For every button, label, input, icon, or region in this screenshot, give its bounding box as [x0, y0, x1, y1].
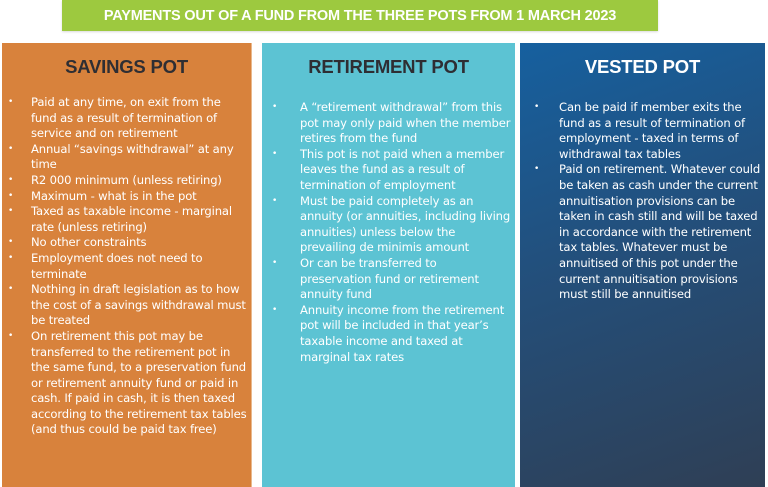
bullet-icon: •: [8, 190, 14, 201]
list-item: • On retirement this pot may be transferred to the retirement pot in the same fund, to a preservation fund or retirement annuity fund or paid in cash. If paid in cash, it is then taxed according to the retirement tax tables (and thus could be paid tax free): [8, 328, 247, 437]
savings-pot-panel: [2, 43, 252, 487]
list-item: • A “retirement withdrawal” from this pot may only paid when the member retires from the fund: [272, 100, 511, 146]
list-item: • Maximum - what is in the pot: [8, 188, 197, 203]
list-item: • Taxed as taxable income - marginal rate (unless retiring): [8, 204, 232, 234]
bullet-icon: •: [272, 102, 278, 112]
list-item: • Employment does not need to terminate: [8, 250, 203, 281]
bullet-icon: •: [8, 143, 14, 154]
bullet-icon: •: [272, 148, 278, 159]
vested-pot-panel: [520, 43, 765, 487]
list-item: • Can be paid if member exits the fund as a result of termination of employment - taxed in terms of withdrawal tax tables: [534, 100, 745, 161]
list-item: • Or can be transferred to preservation fund or retirement annuity fund: [272, 255, 479, 302]
bullet-icon: •: [8, 206, 14, 217]
vested-pot-list: [520, 100, 765, 303]
bullet-icon: •: [534, 164, 540, 175]
savings-pot-list: [2, 95, 251, 438]
bullet-icon: •: [8, 97, 14, 107]
bullet-icon: •: [534, 102, 540, 112]
list-item: • R2 000 minimum (unless retiring): [8, 172, 222, 187]
page-title-banner: [62, 0, 658, 31]
list-item: • Annuity income from the retirement pot will be included in that year’s taxable income and taxed at marginal tax rates: [272, 302, 505, 364]
bullet-icon: •: [8, 284, 14, 295]
bullet-icon: •: [8, 330, 14, 341]
bullet-icon: •: [8, 174, 14, 185]
list-item: • No other constraints: [8, 235, 147, 250]
retirement-pot-list: [262, 100, 515, 365]
page-title: PAYMENTS OUT OF A FUND FROM THE THREE POTS FROM 1 MARCH 2023: [103, 7, 617, 24]
list-item: • Must be paid completely as an annuity (or annuities, including living annuities) unless below the prevailing de minimis amount: [272, 193, 511, 255]
list-item: • Nothing in draft legislation as to how the cost of a savings withdrawal must be treated: [8, 282, 246, 328]
bullet-icon: •: [8, 237, 14, 248]
list-item: • This pot is not paid when a member leaves the fund as a result of termination of employment: [272, 146, 505, 192]
vested-pot-title: VESTED POT: [584, 56, 701, 77]
retirement-pot-title: RETIREMENT POT: [308, 56, 469, 77]
savings-pot-title: SAVINGS POT: [65, 56, 188, 77]
bullet-icon: •: [272, 195, 278, 206]
list-item: • Annual “savings withdrawal” at any time: [8, 141, 234, 172]
retirement-pot-panel: [262, 43, 515, 487]
bullet-icon: •: [8, 252, 14, 263]
list-item: • Paid on retirement. Whatever could be taken as cash under the current annuitisation provisions can be taken in cash still and will be taxed in accordance with the retirement tax tables. Whatever must be annuitised of this pot under the current annuitisation provisions must still be annuitised: [534, 162, 761, 302]
list-item: • Paid at any time, on exit from the fund as a result of termination of service and on retirement: [8, 95, 221, 141]
bullet-icon: •: [272, 257, 278, 268]
bullet-icon: •: [272, 304, 278, 315]
